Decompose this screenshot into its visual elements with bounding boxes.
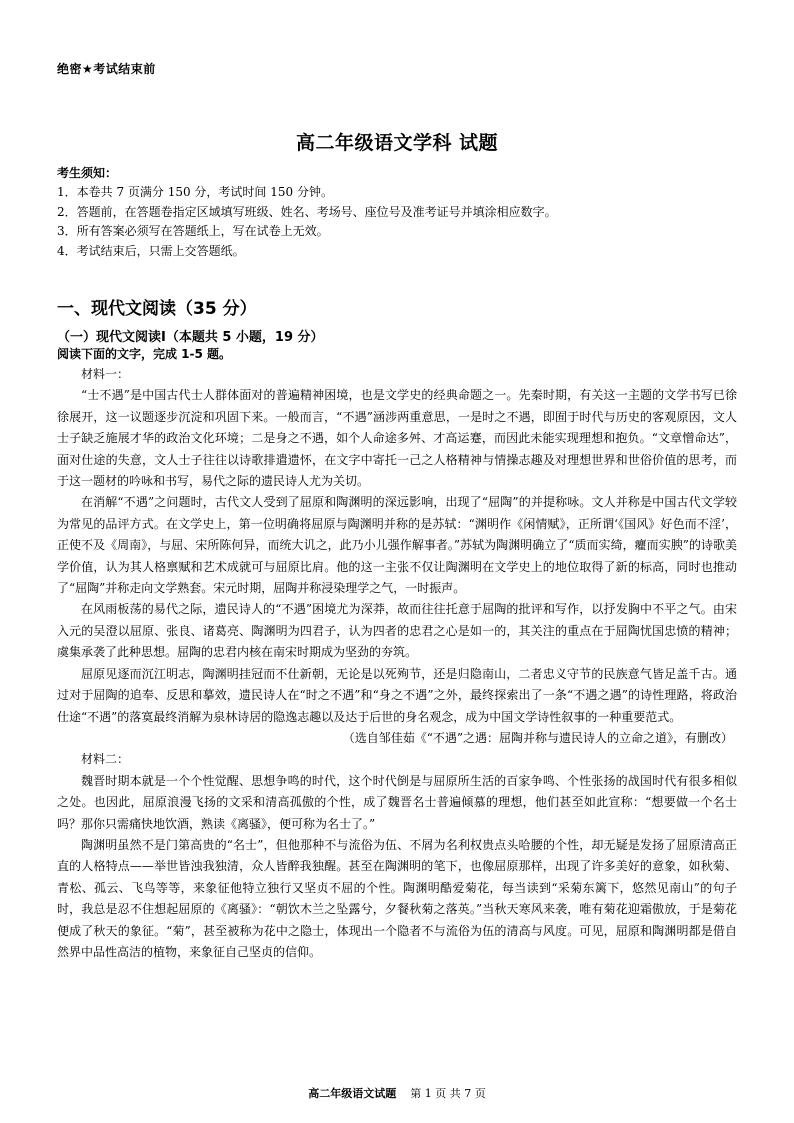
section-heading: 一、现代文阅读（35 分） — [57, 299, 257, 319]
source-citation: （选自邹佳茹《“不遇”之遇：屈陶并称与遗民诗人的立命之道》，有删改） — [342, 730, 733, 745]
page-title: 高二年级语文学科 试题 — [295, 132, 499, 154]
subsection-heading: （一）现代文阅读Ⅰ（本题共 5 小题，19 分） — [57, 330, 324, 345]
material-label: 材料一： — [81, 367, 130, 381]
confidential-mark: 绝密★考试结束前 — [57, 62, 156, 76]
instruction-text: 阅读下面的文字，完成 1-5 题。 — [57, 347, 232, 361]
reading-passage — [57, 364, 737, 963]
notice-item: 3．所有答案必须写在答题纸上，写在试卷上无效。 — [57, 224, 329, 238]
notice-item: 1．本卷共 7 页满分 150 分，考试时间 150 分钟。 — [57, 185, 333, 199]
paragraph: 陶渊明虽然不是门第高贵的“名士”，但他那种不与流俗为伍、不屑为名利权贵点头哈腰的个性，却无疑是发扬了屈原清高正直的人格特点——举世皆浊我独清，众人皆醉我独醒。甚至在陶渊明的笔下，也像屈原那样，出现了许多美好的意象，如秋菊、青松、孤云、飞鸟等等，来象征他特立独行又坚贞不屈的个性。陶渊明酷爱菊花，每当读到“采菊东篱下，悠然见南山”的句子时，我总是忍不住想起屈原的《离骚》：“朝饮木兰之坠露兮，夕餐秋菊之落英。”当秋天寒风来袭，唯有菊花迎霜傲放，于是菊花便成了秋天的象征。“菊”，甚至被称为花中之隐士，体现出一个隐者不与流俗为伍的清高与风度。可见，屈原和陶渊明都是借自然界中品性高洁的植物，来象征自己坚贞的信仰。 — [57, 837, 737, 959]
material-label: 材料二： — [81, 752, 130, 767]
paragraph: 在风雨板荡的易代之际，遗民诗人的“不遇”困境尤为深莽，故而往往托意于屈陶的批评和写作，以抒发胸中不平之气。由宋入元的吴澄以屈原、张良、诸葛亮、陶渊明为四君子，认为四者的忠君之心是如一的，其关注的重点在于屈陶忧国忠愤的精神；虞集承袭了此种思想。屈陶的忠君内核在南宋时期成为坚劲的夯筑。 — [57, 602, 737, 660]
page-footer — [0, 1085, 794, 1101]
notice-list — [57, 183, 757, 261]
footer-title: 高二年级语文试题 — [308, 1087, 397, 1100]
notice-item: 4．考试结束后，只需上交答题纸。 — [57, 243, 245, 258]
notice-heading: 考生须知： — [57, 166, 118, 180]
paragraph: 魏晋时期本就是一个个性觉醒、思想争鸣的时代，这个时代倒是与屈原所生活的百家争鸣、个性张扬的战国时代有很多相似之处。也因此，屈原浪漫飞扬的文采和清高孤傲的个性，成了魏晋名士普遍倾慕的理想，他们甚至如此宣称：“想要做一个名士吗？那你只需痛快地饮酒，熟读《离骚》，便可称为名士了。” — [57, 773, 737, 831]
paragraph: 屈原见逐而沉江明志，陶渊明挂冠而不仕新朝，无论是以死殉节，还是归隐南山，二者忠义守节的民族意气皆足盖千古。通过对于屈陶的追奉、反思和摹效，遗民诗人在“时之不遇”和“身之不遇”之外，最终探索出了一条“不遇之遇”的诗性理路，将政治仕途“不遇”的落寞最终消解为泉林诗居的隐逸志趣以及达于后世的身名观念，成为中国文学诗性叙事的一种重要范式。 — [57, 666, 737, 724]
notice-item: 2．答题前，在答题卷指定区域填写班级、姓名、考场号、座位号及准考证号并填涂相应数字。 — [57, 204, 557, 219]
paragraph: 在消解“不遇”之问题时，古代文人受到了屈原和陶渊明的深远影响，出现了“屈陶”的并提称咏。文人并称是中国古代文学较为常见的品评方式。在文学史上，第一位明确将屈原与陶渊明并称的是苏轼：“渊明作《闲情赋》，正所谓‘《国风》好色而不淫’，正使不及《周南》，与屈、宋所陈何异，而统大讥之，此乃小儿强作解事者。”苏轼为陶渊明确立了“质而实绮，癯而实腴”的诗歌美学价值，认为其人格禀赋和艺术成就可与屈原比肩。他的这一主张不仅让陶渊明在文学史上的地位取得了新的标高，同时也推动了“屈陶”并称走向文学熟套。宋元时期，屈陶并称浸染理学之气，一时振声。 — [57, 495, 737, 596]
paragraph: “士不遇”是中国古代士人群体面对的普遍精神困境，也是文学史的经典命题之一。先秦时期，有关这一主题的文学书写已徐徐展开，这一议题逐步沉淀和巩固下来。一般而言，“不遇”涵涉两重意思，一是时之不遇，即囿于时代与历史的客观原因，文人士子缺乏施展才华的政治文化环境；二是身之不遇，如个人命途多舛、才高运蹇，而因此未能实现理想和抱负。“文章憎命达”，面对仕途的失意，文人士子往往以诗歌排遣遗怀，在文字中寄托一己之人格精神与情操志趣及对理想世界和世俗价值的思考，而于这一题材的吟咏和书写，易代之际的遗民诗人尤为关切。 — [57, 388, 737, 489]
page-number: 第 1 页 共 7 页 — [410, 1087, 486, 1100]
